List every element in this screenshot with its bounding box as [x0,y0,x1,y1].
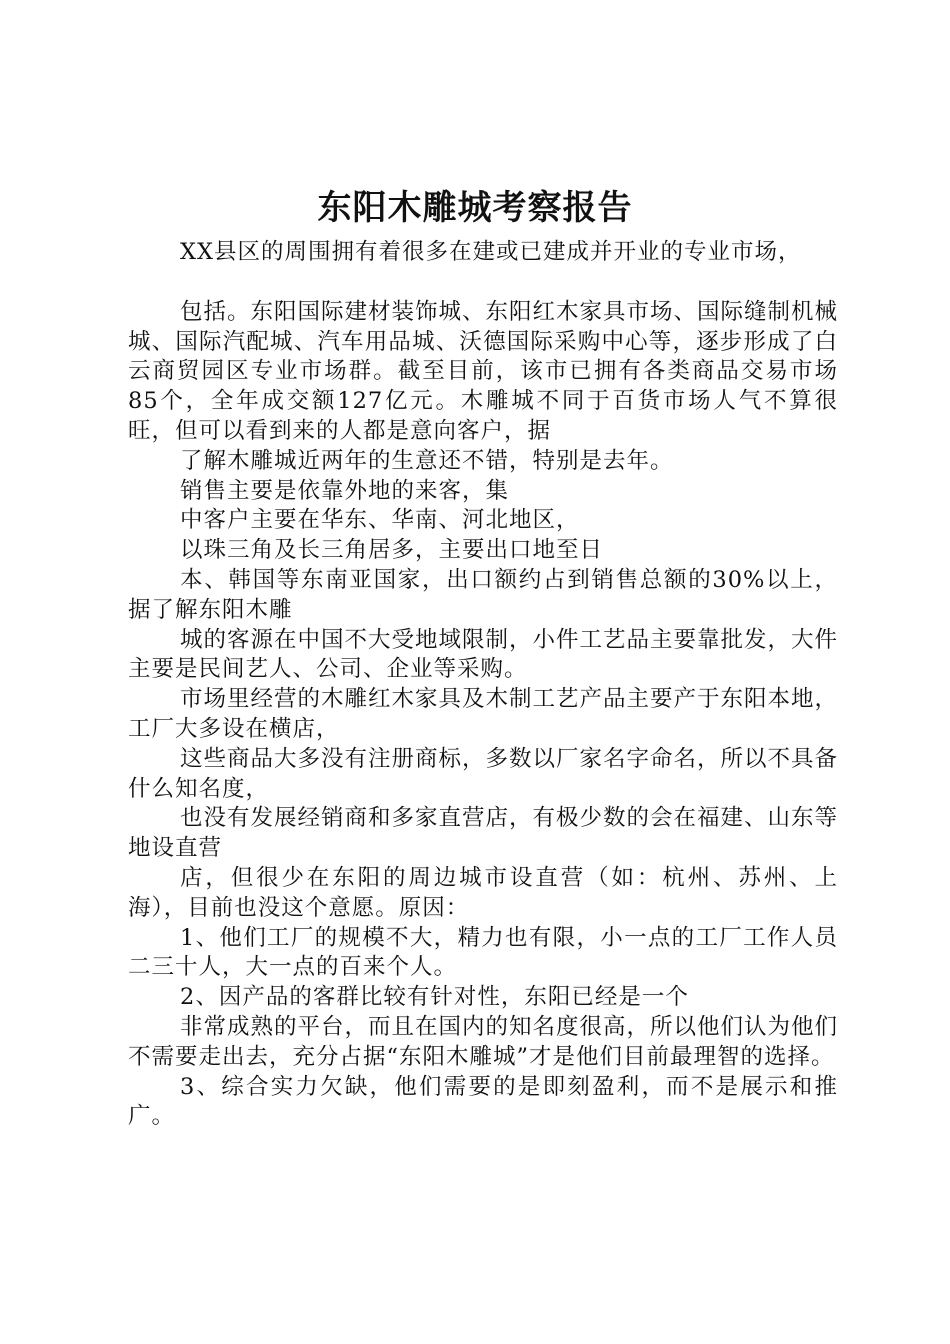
paragraph: 3、综合实力欠缺，他们需要的是即刻盈利，而不是展示和推广。 [128,1073,838,1130]
paragraph: 店，但很少在东阳的周边城市设直营（如：杭州、苏州、上海），目前也没这个意愿。原因： [128,864,838,921]
paragraph: XX县区的周围拥有着很多在建或已建成并开业的专业市场， [180,239,802,265]
paragraph: 也没有发展经销商和多家直营店，有极少数的会在福建、山东等地设直营 [128,805,839,862]
paragraph: 城的客源在中国不大受地域限制，小件工艺品主要靠批发，大件主要是民间艺人、公司、企业等采购。 [128,626,839,683]
paragraph: 市场里经营的木雕红木家具及木制工艺产品主要产于东阳本地，工厂大多设在横店， [128,686,839,742]
paragraph: 以珠三角及长三角居多，主要出口地至日 [180,537,604,564]
document-title: 东阳木雕城考察报告 [317,188,633,228]
paragraph: 了解木雕城近两年的生意还不错，特别是去年。 [180,447,674,474]
paragraph: 这些商品大多没有注册商标，多数以厂家名字命名，所以不具备什么知名度， [128,745,839,802]
paragraph: 销售主要是依靠外地的来客，集 [180,477,510,504]
paragraph: 中客户主要在华东、华南、河北地区， [180,507,580,534]
paragraph: 包括。东阳国际建材装饰城、东阳红木家具市场、国际缝制机械城、国际汽配城、汽车用品城、沃德国际采购中心等，逐步形成了白云商贸园区专业市场群。截至目前，该市已拥有各类商品交易市场85个，全年成交额127亿元。木雕城不同于百货市场人气不算很旺，但可以看到来的人都是意向客户，据 [128,298,839,444]
paragraph: 非常成熟的平台，而且在国内的知名度很高，所以他们认为他们不需要走出去，充分占据“东阳木雕城”才是他们目前最理智的选择。 [128,1013,839,1070]
paragraph: 1、他们工厂的规模不大，精力也有限，小一点的工厂工作人员二三十人，大一点的百来个人。 [128,924,838,981]
paragraph-gap [128,268,838,298]
paragraph: 2、因产品的客群比较有针对性，东阳已经是一个 [180,984,689,1011]
paragraph: 本、韩国等东南亚国家，出口额约占到销售总额的30%以上，据了解东阳木雕 [128,566,838,623]
document-body [128,238,838,1132]
